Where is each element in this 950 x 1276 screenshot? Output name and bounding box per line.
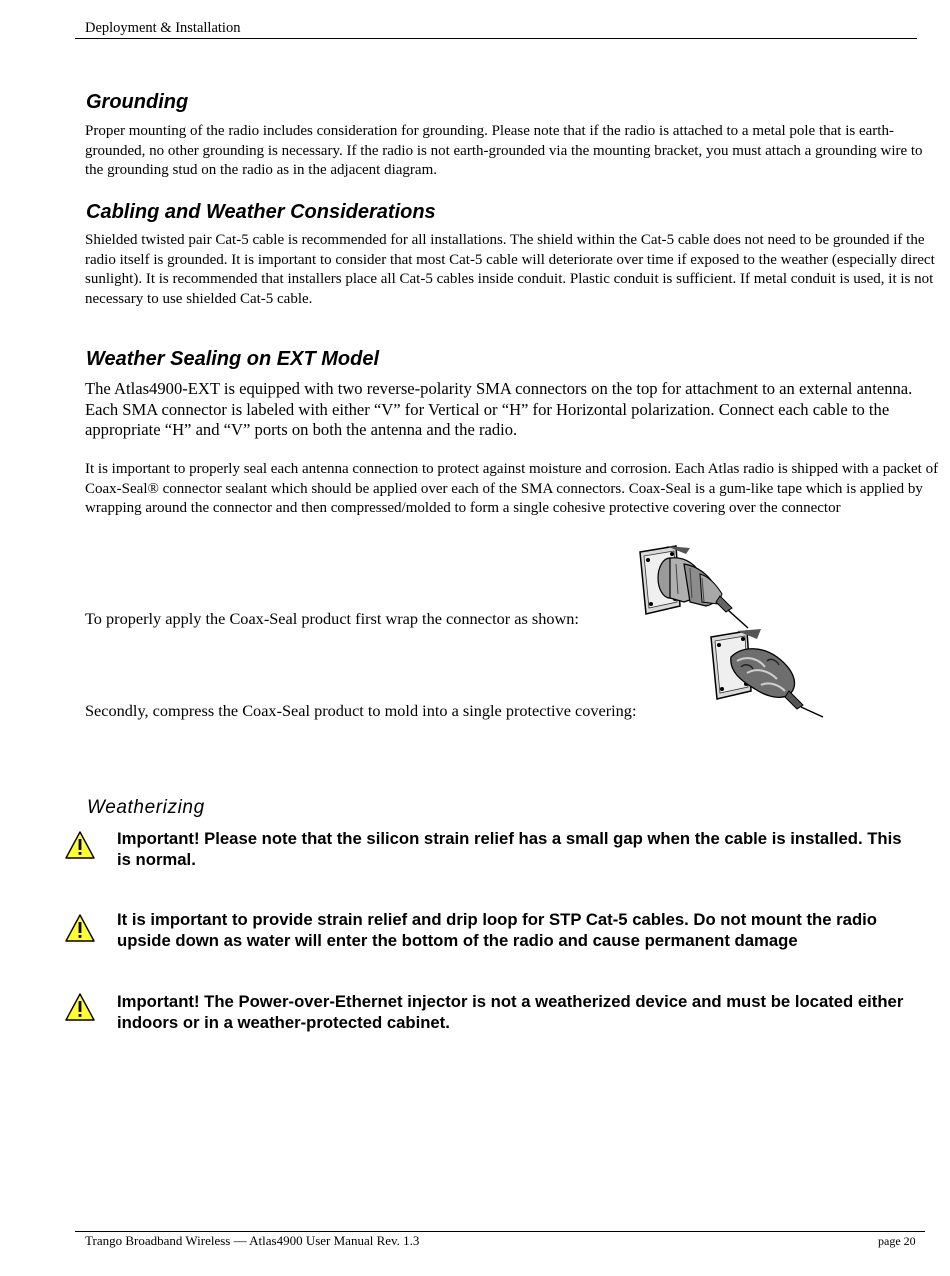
- step-one-text: To properly apply the Coax-Seal product first wrap the connector as shown:: [85, 609, 579, 628]
- warning-text-3: Important! The Power-over-Ethernet injector is not a weatherized device and must be located either indoors or in a weather-protected cabinet.: [117, 992, 904, 1032]
- warning-triangle-icon: [64, 830, 96, 860]
- header-rule: [75, 38, 917, 39]
- warning-triangle-icon: [64, 992, 96, 1022]
- wrapped-connector-figure: [636, 544, 752, 630]
- grounding-heading: Grounding: [86, 91, 189, 113]
- grounding-paragraph: Proper mounting of the radio includes consideration for grounding. Please note that if the radio is attached to a metal pole that is earth-grounded, no other grounding is necessary. If the radio is not earth-grounded via the mounting bracket, you must attach a grounding wire to the grounding stud on the radio as in the adjacent diagram.: [85, 123, 923, 178]
- weather-sealing-paragraph: It is important to properly seal each antenna connection to protect against moisture and corrosion. Each Atlas radio is shipped with a packet of Coax-Seal® connector sealant which should be applied over each of the SMA connectors. Coax-Seal is a gum-like tape which is applied by wrapping around the connector and then compressed/molded to form a single cohesive protective covering over the connector: [85, 461, 939, 516]
- cabling-heading: Cabling and Weather Considerations: [86, 201, 436, 223]
- footer-document-title: Trango Broadband Wireless — Atlas4900 User Manual Rev. 1.3: [85, 1233, 420, 1248]
- cabling-paragraph: Shielded twisted pair Cat-5 cable is recommended for all installations. The shield within the Cat-5 cable does not need to be grounded if the radio itself is grounded. It is important to consider that most Cat-5 cable will deteriorate over time if exposed to the weather (especially direct sunlight). It is recommended that installers place all Cat-5 cables inside conduit. Plastic conduit is sufficient. If metal conduit is used, it is not necessary to use shielded Cat-5 cable.: [85, 232, 935, 307]
- warning-text-2: It is important to provide strain relief and drip loop for STP Cat-5 cables. Do not mount the radio upside down as water will enter the bottom of the radio and cause permanent damage: [117, 910, 877, 950]
- weather-sealing-intro: The Atlas4900-EXT is equipped with two reverse-polarity SMA connectors on the top for attachment to an external antenna. Each SMA connector is labeled with either “V” for Vertical or “H” for Horizontal polarization. Connect each cable to the appropriate “H” and “V” ports on both the antenna and the radio.: [85, 379, 913, 439]
- warning-triangle-icon: [64, 913, 96, 943]
- page-header-title: Deployment & Installation: [85, 20, 241, 36]
- footer-rule: [75, 1231, 925, 1232]
- weatherizing-heading: Weatherizing: [87, 797, 205, 818]
- footer-page-number: page 20: [878, 1234, 916, 1248]
- step-two-text: Secondly, compress the Coax-Seal product to mold into a single protective covering:: [85, 701, 637, 720]
- molded-connector-figure: [707, 627, 827, 719]
- warning-text-1: Important! Please note that the silicon strain relief has a small gap when the cable is installed. This is normal.: [117, 829, 902, 869]
- weather-sealing-heading: Weather Sealing on EXT Model: [86, 348, 380, 370]
